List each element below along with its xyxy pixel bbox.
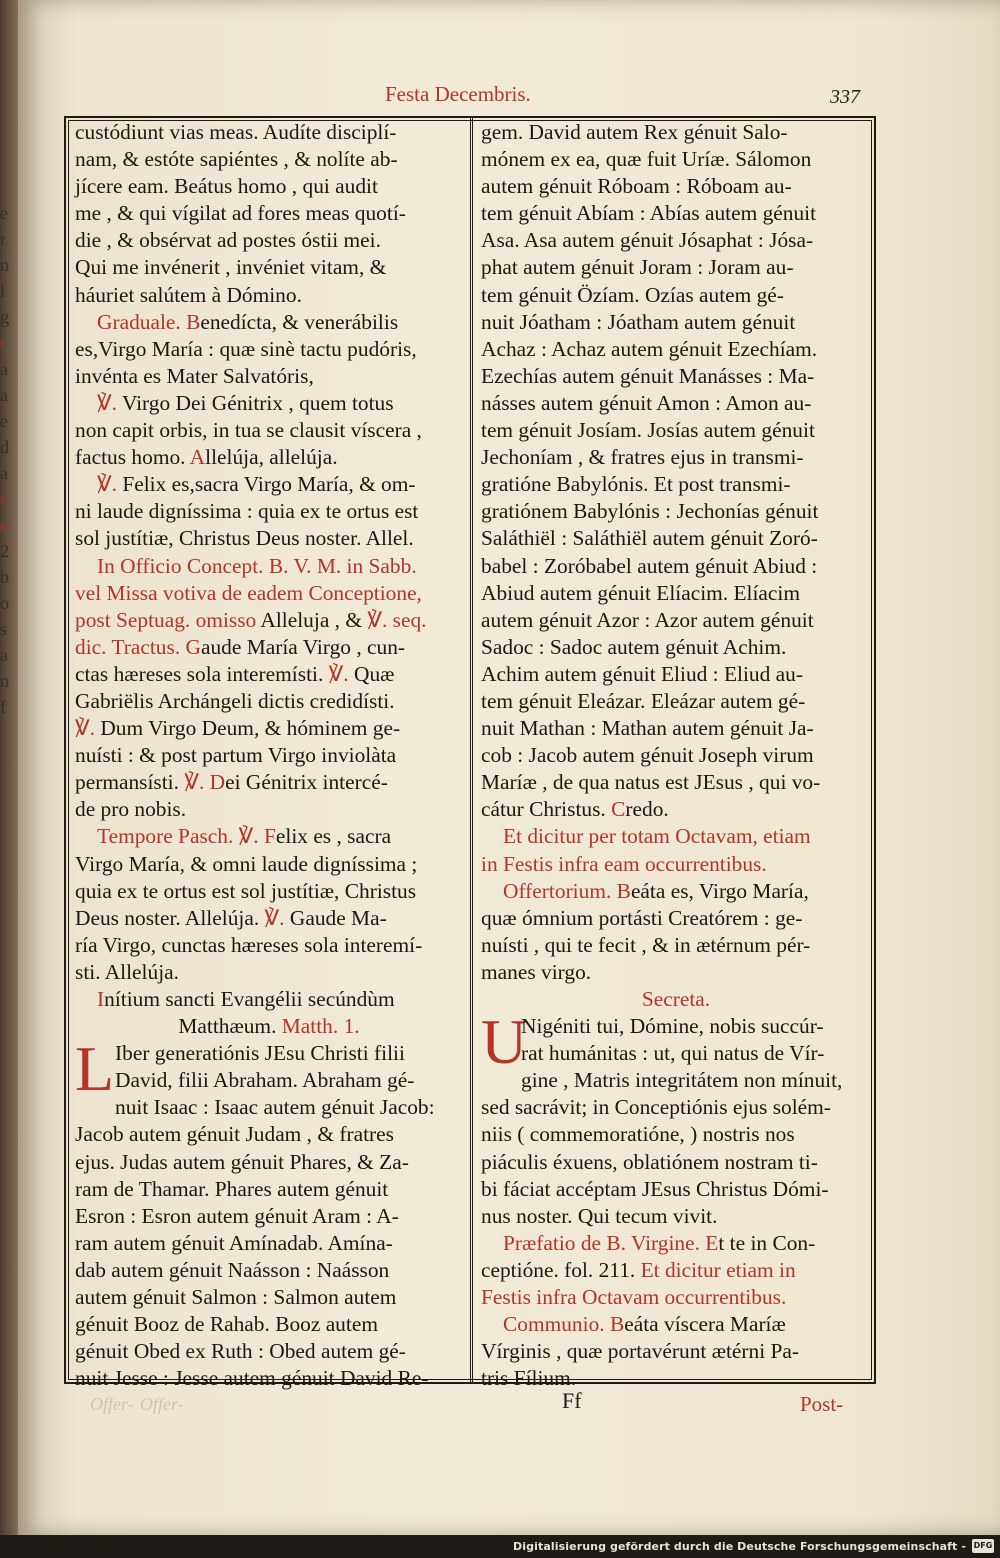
body-text: ejus. Judas autem génuit Phares, & Za- [75,1149,409,1174]
body-text: nuit Mathan : Mathan autem génuit Ja- [481,716,814,741]
text-line [75,200,463,227]
text-line [481,173,871,200]
text-line [75,498,463,525]
text-line [75,634,463,661]
rubric-text: Et dicitur per totam Octavam, etiam [503,824,811,849]
rubric-text: Præfatio de B. Virgine. E [503,1230,719,1255]
text-line [481,444,871,471]
body-text: cátur Christus. [481,797,612,822]
text-line [481,553,871,580]
text-line [481,932,871,959]
text-line [75,1013,463,1040]
text-line [481,227,871,254]
body-text: quæ ómnium portásti Creatórem : ge- [481,905,803,930]
text-line [75,1311,463,1338]
body-text: gratióne Babylónis. Et post transmi- [481,472,791,497]
text-line [481,336,871,363]
text-line [75,1176,463,1203]
text-line [481,119,871,146]
rubric-text: Graduale. B [97,309,201,334]
body-text: násses autem génuit Amon : Amon au- [481,390,812,415]
body-text: autem génuit Azor : Azor autem génuit [481,607,814,632]
body-text: Virgo María, & omni laude digníssima ; [75,851,418,876]
body-text: cob : Jacob autem génuit Joseph virum [481,743,814,768]
binding-fragment: d [0,437,9,457]
body-text: permansísti. [75,770,185,795]
text-line [75,661,463,688]
column-divider [470,118,473,1382]
drop-capital: L [75,1033,115,1105]
body-text: non capit orbis, in tua se clausit víscera , [75,418,422,443]
binding-fragment: c [0,489,8,509]
binding-fragment: g [0,307,9,327]
body-text: Achim autem génuit Eliud : Eliud au- [481,661,803,686]
body-text: t te in Con- [718,1230,816,1255]
rubric-text: post Septuag. omisso [75,607,261,632]
binding-fragment: b [0,567,9,587]
rubric-text: ℣. [97,390,122,415]
body-text: niis ( commemoratióne, ) nostris nos [481,1122,795,1147]
text-line [75,525,463,552]
text-line [481,580,871,607]
text-line [481,390,871,417]
body-text: custódiunt vias meas. Audíte disciplí- [75,120,397,144]
body-text: Qui me invénerit , invéniet vitam, & [75,255,387,280]
rubric-text: ℣. D [184,770,226,795]
text-line [481,1176,871,1203]
body-text: eáta víscera Maríæ [624,1312,786,1337]
body-text: Ezechías autem génuit Manásses : Ma- [481,363,815,388]
text-line [75,959,463,986]
text-line [481,986,871,1013]
text-line [481,823,871,850]
body-text: de pro nobis. [75,797,187,822]
body-text: ceptióne. fol. 211. [481,1257,641,1282]
rubric-text: C [611,797,626,822]
rubric-text: Tempore Pasch. ℣. F [97,824,276,849]
body-text: Alleluja , & [260,607,368,632]
rubric-text: Matth. 1. [281,1014,360,1039]
text-line [75,1365,463,1392]
catchword: Ff [562,1388,582,1413]
text-line [481,309,871,336]
text-line [75,580,463,607]
text-line [75,1094,463,1121]
text-line [481,1094,871,1121]
binding-fragment: e [0,203,8,223]
text-line [481,1284,871,1311]
binding-fragment: a [0,359,8,379]
page-number: 337 [830,86,860,108]
body-text: Maríæ , de qua natus est JEsus , qui vo- [481,770,821,795]
text-line [75,1149,463,1176]
text-line [481,661,871,688]
text-line [75,309,463,336]
text-line [481,1040,871,1067]
running-head: Festa Decembris. [385,82,531,106]
text-line [75,173,463,200]
text-line [75,1067,463,1094]
body-text: Jacob autem génuit Judam , & fratres [75,1122,394,1147]
body-text: phat autem génuit Joram : Joram au- [481,255,794,280]
rubric-text: ℣. seq. [367,607,427,632]
body-text: gine , Matris integritátem non mínuit, [521,1068,843,1093]
text-line [481,1257,871,1284]
text-line [481,146,871,173]
body-text: Vírginis , quæ portavérunt ætérni Pa- [481,1339,800,1364]
body-text: ram de Thamar. Phares autem génuit [75,1176,389,1201]
text-line [481,688,871,715]
rubric-text: Et dicitur etiam in [640,1257,796,1282]
body-text: nam, & estóte sapiéntes , & nolíte ab- [75,147,398,172]
body-text: sed sacrávit; in Conceptiónis ejus solém- [481,1095,831,1120]
text-line [75,986,463,1013]
text-line [481,363,871,390]
text-line [75,1284,463,1311]
text-line [481,1230,871,1257]
rubric-text: vel Missa votiva de eadem Conceptione, [75,580,422,605]
text-line [75,769,463,796]
text-line [75,119,463,146]
digitization-footer [0,1535,1000,1558]
body-text: die , & obsérvat ad postes óstii mei. [75,228,381,253]
text-line [481,282,871,309]
body-text: Sadoc : Sadoc autem génuit Achim. [481,634,787,659]
text-line [75,227,463,254]
text-line [75,905,463,932]
body-text: Nigéniti tui, Dómine, nobis succúr- [521,1014,824,1039]
text-line [481,959,871,986]
body-text: redo. [625,797,669,822]
body-text: rat humánitas : ut, qui natus de Vír- [521,1041,825,1066]
text-line [75,1338,463,1365]
rubric-text: In Officio Concept. B. V. M. in Sabb. [97,553,417,578]
body-text: háuriet salútem à Dómino. [75,282,302,307]
text-line [481,254,871,281]
body-text: es,Virgo María : quæ sinè tactu pudóris, [75,336,417,361]
binding-fragment: f [0,697,6,717]
drop-capital: U [481,1006,528,1078]
body-text: jícere eam. Beátus homo , qui audit [75,174,378,199]
body-text: Matthæum. [178,1014,282,1039]
text-line [75,607,463,634]
body-text: ni laude digníssima : quia ex te ortus est [75,499,419,524]
text-line [481,607,871,634]
body-text: nus noster. Qui tecum vivit. [481,1203,718,1228]
text-line [481,471,871,498]
rubric-text: ℣. [75,716,101,741]
body-text: nuit Jesse : Jesse autem génuit David Re- [75,1366,429,1391]
rubric-text: ℣. [328,661,355,686]
body-text: mónem ex ea, quæ fuit Uríæ. Sálomon [481,147,812,172]
text-line [481,200,871,227]
body-text: Achaz : Achaz autem génuit Ezechíam. [481,336,818,361]
body-text: nítium sancti Evangélii secúndùm [104,987,395,1011]
body-text: Gaude Ma- [289,905,387,930]
body-text: ría Virgo, cunctas hæreses sola interemí- [75,932,423,957]
text-line [481,742,871,769]
body-text: David, filii Abraham. Abraham gé- [115,1068,415,1093]
rubric-text: in Festis infra eam occurrentibus. [481,851,767,876]
body-text: Jechoníam , & fratres ejus in transmi- [481,445,804,470]
binding-fragment: t [0,333,6,353]
binding-fragment: o [0,593,9,613]
text-line [75,851,463,878]
text-line [481,1149,871,1176]
body-text: ei Génitrix intercé- [225,770,388,795]
text-line [75,823,463,850]
text-line [481,417,871,444]
rubric-text: Secreta. [641,987,711,1011]
text-line [481,1067,871,1094]
rubric-text: ℣. [97,472,123,497]
text-line [75,1257,463,1284]
funding-credit: Digitalisierung gefördert durch die Deutsche Forschungsgemeinschaft - [513,1540,966,1553]
text-line [481,769,871,796]
binding-fragment: r [0,229,6,249]
text-line [481,634,871,661]
text-line [75,390,463,417]
text-line [75,146,463,173]
body-text: Asa. Asa autem génuit Jósaphat : Jósa- [481,228,814,253]
body-text: enedícta, & venerábilis [200,309,399,334]
text-line [75,336,463,363]
body-text: nuísti : & post partum Virgo inviolàta [75,743,397,768]
body-text: sol justítiæ, Christus Deus noster. Allel. [75,526,414,551]
body-text: invénta es Mater Salvatóris, [75,363,314,388]
body-text: Gabriëlis Archángeli dictis credidísti. [75,688,395,713]
body-text: aude María Virgo , cun- [200,634,406,659]
text-line [75,553,463,580]
text-line [481,1121,871,1148]
body-text: Esron : Esron autem génuit Aram : A- [75,1203,399,1228]
text-line [75,932,463,959]
body-text: Iber generatiónis JEsu Christi filii [115,1041,405,1066]
body-text: Virgo Dei Génitrix , quem totus [121,390,394,415]
text-line [75,796,463,823]
text-line [75,444,463,471]
body-text: Abiud autem génuit Elíacim. Elíacim [481,580,800,605]
body-text: llelúja, allelúja. [205,445,338,470]
body-text: ram autem génuit Amínadab. Amína- [75,1230,393,1255]
binding-fragment: n [0,255,9,275]
text-line [75,1121,463,1148]
text-line [481,851,871,878]
body-text: elix es , sacra [275,824,392,849]
text-line [75,1230,463,1257]
body-text: factus homo. [75,445,190,470]
body-text: gem. David autem Rex génuit Salo- [481,120,788,144]
body-text: Felix es,sacra Virgo María, & om- [122,472,416,497]
rubric-text: Communio. B [503,1312,625,1337]
body-text: autem génuit Róboam : Róboam au- [481,174,792,199]
binding-fragment: a [0,463,8,483]
body-text: sti. Allelúja. [75,959,179,984]
body-text: babel : Zoróbabel autem génuit Abiud : [481,553,818,578]
bleed-through-text: Offer- [140,1394,184,1414]
body-text: Saláthiël : Saláthiël autem génuit Zoró- [481,526,818,551]
body-text: génuit Obed ex Ruth : Obed autem gé- [75,1339,406,1364]
text-line [481,905,871,932]
body-text: tem génuit Eleázar. Eleázar autem gé- [481,688,806,713]
body-text: Deus noster. Allelúja. [75,905,265,930]
text-line [481,715,871,742]
body-text: Quæ [354,661,395,686]
body-text: bi fáciat accéptam JEsus Christus Dómi- [481,1176,829,1201]
body-text: nuit Isaac : Isaac autem génuit Jacob: [115,1095,435,1120]
text-line [75,688,463,715]
body-text: manes virgo. [481,959,592,984]
rubric-text: Festis infra Octavam occurrentibus. [481,1285,787,1310]
binding-fragment: o [0,515,9,535]
bleed-through-text: Offer- [90,1394,134,1414]
right-column [481,119,871,1392]
body-text: ctas hæreses sola interemísti. [75,661,329,686]
binding-fragment: n [0,671,9,691]
text-line [75,878,463,905]
body-text: tris Fílium. [481,1366,577,1391]
body-text: dab autem génuit Naásson : Naásson [75,1257,390,1282]
rubric-text: Offertorium. B [503,878,631,903]
body-text: gratiónem Babylónis : Jechonías génuit [481,499,819,524]
body-text: Dum Virgo Deum, & hóminem ge- [100,716,401,741]
text-line [481,796,871,823]
rubric-text: I [97,987,105,1011]
text-line [481,1338,871,1365]
binding-fragment: a [0,645,8,665]
body-text: me , & qui vígilat ad fores meas quotí- [75,201,406,226]
body-text: génuit Booz de Rahab. Booz autem [75,1312,378,1337]
body-text: quia ex te ortus est sol justítiæ, Christus [75,878,417,903]
text-line [75,282,463,309]
binding-fragment: 2 [0,541,9,561]
rubric-text: dic. Tractus. G [75,634,201,659]
text-line [75,363,463,390]
rubric-text: A [189,445,206,470]
text-line [481,525,871,552]
text-line [75,1203,463,1230]
text-line [75,254,463,281]
text-line [481,1365,871,1392]
text-line [75,742,463,769]
body-text: tem génuit Josíam. Josías autem génuit [481,418,815,443]
left-column [75,119,463,1392]
text-line [75,715,463,742]
next-page-word: Post- [800,1392,844,1416]
text-line [75,417,463,444]
body-text: piáculis éxuens, oblatiónem nostram ti- [481,1149,818,1174]
binding-fragment: e [0,411,8,431]
text-line [481,498,871,525]
body-text: eáta es, Virgo María, [630,878,809,903]
text-line [481,878,871,905]
binding-fragment: s [0,619,8,639]
body-text: nuit Jóatham : Jóatham autem génuit [481,309,796,334]
binding-fragment: a [0,385,8,405]
text-line [481,1203,871,1230]
binding-fragment: l [0,281,6,301]
body-text: tem génuit Abíam : Abías autem génuit [481,201,817,226]
text-line [481,1311,871,1338]
text-line [75,471,463,498]
body-text: nuísti , qui te fecit , & in ætérnum pér- [481,932,811,957]
dfg-logo: DFG [972,1539,994,1553]
rubric-text: ℣. [264,905,290,930]
body-text: autem génuit Salmon : Salmon autem [75,1285,397,1310]
body-text: tem génuit Özíam. Ozías autem gé- [481,282,784,307]
